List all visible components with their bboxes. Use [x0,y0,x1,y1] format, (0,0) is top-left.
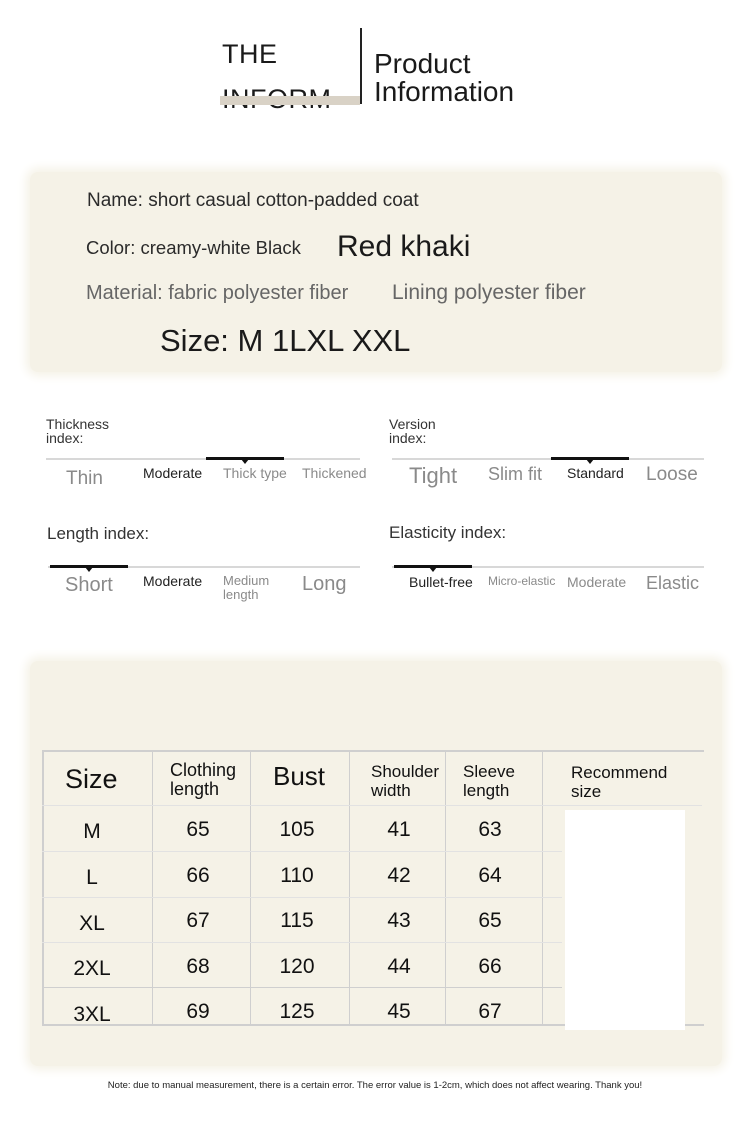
table-cell-shoulder-width: 45 [387,1000,411,1023]
elasticity-option-moderate: Moderate [567,574,627,590]
thickness-option-thin: Thin [66,468,103,489]
header-underline-decoration [220,96,360,105]
recommend-size-blank-area [565,810,685,1030]
table-cell-shoulder-width: 41 [387,818,411,841]
product-color-small: Color: creamy-white Black [86,237,301,258]
thickness-index-marker [206,457,284,460]
length-index-title: Length index: [47,524,150,543]
thickness-option-thickened: Thickened [302,465,367,481]
table-header-size: Size [65,764,118,794]
table-row-divider [42,805,702,806]
product-size: Size: M 1LXL XXL [160,323,411,358]
table-cell-sleeve-length: 63 [478,818,502,841]
table-cell-bust: 110 [280,864,314,887]
table-cell-size: M [83,820,101,843]
table-cell-sleeve-length: 64 [478,864,502,887]
table-cell-clothing-length: 69 [186,1000,210,1023]
version-index-title: Version index: [389,416,436,446]
table-cell-size: 3XL [73,1003,111,1026]
thickness-option-thick-type: Thick type [223,465,287,481]
version-index-marker [551,457,629,460]
elasticity-option-elastic: Elastic [646,573,700,593]
table-column-divider [445,750,446,1026]
table-cell-bust: 125 [279,1000,315,1023]
thickness-index-title: Thickness index: [46,416,110,446]
header-divider [360,28,362,104]
product-name: Name: short casual cotton-padded coat [87,190,419,211]
length-option-short: Short [65,574,113,596]
header-title-left [222,32,331,122]
elasticity-index-title: Elasticity index: [389,523,507,542]
elasticity-option-micro-elastic: Micro-elastic [488,574,556,588]
table-cell-clothing-length: 66 [186,864,210,887]
table-column-divider [250,750,251,1026]
table-cell-size: L [86,866,98,889]
header-title-right [374,50,514,106]
table-row-divider [42,942,562,943]
table-header-recommend-size: Recommend size [571,763,668,801]
product-material: Material: fabric polyester fiber [86,282,349,304]
table-cell-clothing-length: 68 [186,955,210,978]
table-cell-sleeve-length: 67 [478,1000,502,1023]
table-row-divider [42,851,562,852]
length-option-long: Long [302,573,347,595]
header-right-line1: Product [374,48,471,79]
table-header-shoulder-width: Shoulder width [371,762,440,800]
length-index-marker [50,565,128,568]
header-right-line2: Information [374,76,515,107]
table-cell-bust: 120 [279,955,315,978]
table-cell-shoulder-width: 42 [387,864,411,887]
table-cell-clothing-length: 65 [186,818,210,841]
length-option-moderate: Moderate [143,573,203,589]
version-index-scale [392,458,704,460]
table-column-divider [542,750,543,1026]
table-cell-bust: 105 [279,818,315,841]
table-cell-size: XL [79,912,105,935]
elasticity-option-bullet-free: Bullet-free [409,574,473,590]
thickness-index-scale [46,458,360,460]
version-option-standard: Standard [567,465,624,481]
product-lining: Lining polyester fiber [392,281,586,304]
header-left-line1: THE [222,39,278,69]
version-option-slim-fit: Slim fit [488,464,542,484]
table-header-bust: Bust [273,761,326,791]
table-cell-size: 2XL [73,957,111,980]
table-cell-shoulder-width: 43 [387,909,411,932]
length-option-medium-length: Medium length [223,573,270,603]
table-row-divider [42,897,562,898]
table-header-clothing-length: Clothing length [170,760,237,799]
table-row-divider [42,987,562,988]
table-cell-clothing-length: 67 [186,909,210,932]
table-cell-shoulder-width: 44 [387,955,411,978]
table-column-divider [152,750,153,1026]
table-cell-sleeve-length: 66 [478,955,502,978]
version-option-tight: Tight [409,463,458,488]
table-cell-bust: 115 [280,909,314,932]
product-color-large: Red khaki [337,230,471,263]
table-header-sleeve-length: Sleeve length [463,762,515,800]
thickness-option-moderate: Moderate [143,465,203,481]
elasticity-index-marker [394,565,472,568]
table-cell-sleeve-length: 65 [478,909,502,932]
table-column-divider [349,750,350,1026]
version-option-loose: Loose [646,464,698,485]
measurement-note: Note: due to manual measurement, there is a certain error. The error value is 1-2cm, which does not affect wearing. Thank you! [107,1080,643,1091]
